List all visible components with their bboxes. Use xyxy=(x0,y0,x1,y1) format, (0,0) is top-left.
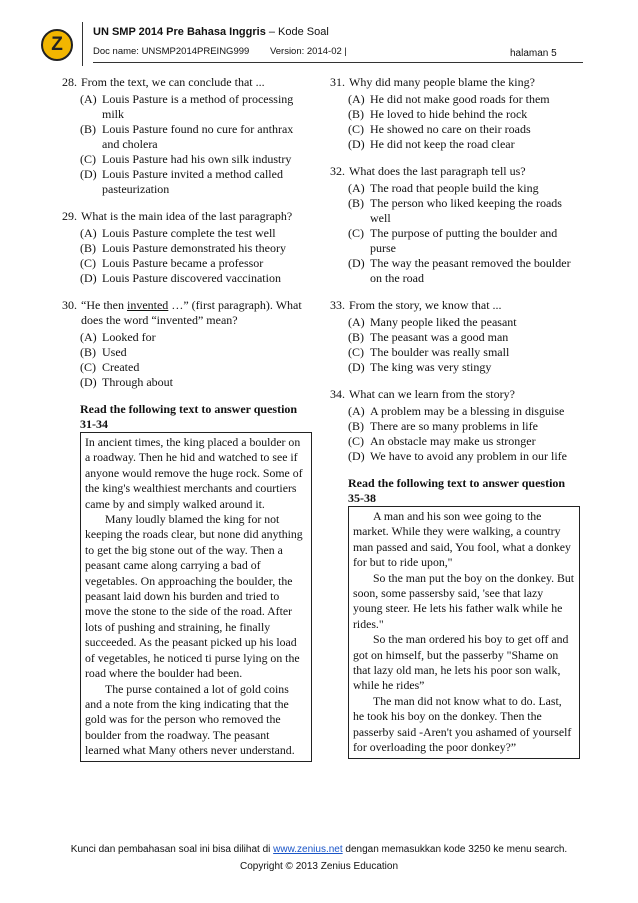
reading-heading: Read the following text to answer question 35-38 xyxy=(348,476,566,505)
option-letter: (D) xyxy=(80,375,97,389)
options xyxy=(80,92,312,197)
option xyxy=(348,419,580,434)
option xyxy=(348,360,580,375)
option xyxy=(348,122,580,137)
passage-paragraph: So the man ordered his boy to get off and got on himself, but the passerby "Shame on that lazy old man, he lets his poor son walk, while he rides” xyxy=(353,632,569,693)
option-text: The purpose of putting the boulder and purse xyxy=(370,226,558,255)
question-32 xyxy=(330,164,580,286)
doc-name: Doc name: UNSMP2014PREING999 xyxy=(93,46,250,57)
stem-part: …” (first paragraph). What does the word “invented” mean? xyxy=(81,298,302,327)
option-text: The person who liked keeping the roads well xyxy=(370,196,562,225)
reading-passage xyxy=(80,432,312,762)
passage-paragraph: Many loudly blamed the king for not keeping the roads clear, but none did anything to get the big stone out of the way. Then a peasant came along carrying a bad of vegetables. On approaching the boulder, the peasant laid down his burden and tried to move the stone to the side of the road. After lots of pushing and straining, he finally succeeded. As the peasant picked up his load of vegetables, he noticed ti purse lying on the road where the boulder had been. xyxy=(85,512,303,681)
option-text: Louis Pasture demonstrated his theory xyxy=(102,241,286,255)
zenius-link[interactable]: www.zenius.net xyxy=(273,844,343,855)
copyright: Copyright © 2013 Zenius Education xyxy=(239,861,399,872)
doc-version: Version: 2014-02 | xyxy=(269,46,347,57)
question-number: 33. xyxy=(330,298,345,312)
option-text: We have to avoid any problem in our life xyxy=(370,449,567,463)
options xyxy=(348,315,580,375)
option-text: Louis Pasture complete the test well xyxy=(102,226,276,240)
option-letter: (B) xyxy=(348,196,364,210)
option xyxy=(348,345,580,360)
document-meta xyxy=(93,46,365,57)
option-letter: (A) xyxy=(348,181,365,195)
reading-passage xyxy=(348,506,580,759)
option-text: He loved to hide behind the rock xyxy=(370,107,528,121)
question-stem: What can we learn from the story? xyxy=(349,387,515,401)
options xyxy=(80,226,312,286)
header-rule xyxy=(93,62,583,63)
option xyxy=(348,404,580,419)
options xyxy=(80,330,312,390)
options xyxy=(348,92,580,152)
option-letter: (D) xyxy=(348,360,365,374)
option xyxy=(348,434,580,449)
option-letter: (D) xyxy=(348,449,365,463)
option-letter: (C) xyxy=(348,122,364,136)
option xyxy=(80,226,312,241)
option xyxy=(348,196,580,226)
option-text: Through about xyxy=(102,375,173,389)
option-text: The road that people build the king xyxy=(370,181,539,195)
option xyxy=(80,345,312,360)
stem-part: “He then xyxy=(81,298,127,312)
option-letter: (B) xyxy=(348,419,364,433)
option-letter: (A) xyxy=(348,315,365,329)
option xyxy=(80,375,312,390)
option-text: Louis Pasture discovered vaccination xyxy=(102,271,281,285)
option-text: Louis Pasture became a professor xyxy=(102,256,264,270)
options xyxy=(348,181,580,286)
option xyxy=(80,241,312,256)
option-text: Many people liked the peasant xyxy=(370,315,517,329)
option-letter: (D) xyxy=(80,167,97,181)
title-suffix: – Kode Soal xyxy=(265,26,329,38)
option-letter: (A) xyxy=(80,330,97,344)
option-letter: (A) xyxy=(348,404,365,418)
option-letter: (B) xyxy=(80,122,96,136)
option-letter: (B) xyxy=(348,107,364,121)
option xyxy=(348,256,580,286)
option xyxy=(80,92,312,122)
passage-paragraph: In ancient times, the king placed a boulder on a roadway. Then he hid and watched to see if anyone would remove the huge rock. Some of the king's wealthiest merchants and courtiers came by and simply walked around it. xyxy=(85,435,303,511)
option-text: The way the peasant removed the boulder on the road xyxy=(370,256,571,285)
left-column xyxy=(62,75,312,762)
passage-paragraph: The man did not know what to do. Last, he took his boy on the donkey. Then the passerby said -Aren't you ashamed of yourself for overloading the poor donkey?” xyxy=(353,693,572,755)
question-stem: Why did many people blame the king? xyxy=(349,75,535,89)
question-number: 29. xyxy=(62,209,77,223)
option-letter: (A) xyxy=(80,226,97,240)
option-letter: (D) xyxy=(80,271,97,285)
footer-text: Kunci dan pembahasan soal ini bisa dilihat di xyxy=(70,844,274,855)
question-34 xyxy=(330,387,580,464)
option xyxy=(348,330,580,345)
question-30 xyxy=(62,298,312,390)
title-main: UN SMP 2014 Pre Bahasa Inggris xyxy=(93,26,266,38)
question-number: 31. xyxy=(330,75,345,89)
question-28 xyxy=(62,75,312,197)
question-stem: From the story, we know that ... xyxy=(349,298,502,312)
option xyxy=(80,256,312,271)
option-letter: (C) xyxy=(80,256,96,270)
option xyxy=(348,137,580,152)
option-text: Looked for xyxy=(102,330,156,344)
question-number: 32. xyxy=(330,164,345,178)
option-text: An obstacle may make us stronger xyxy=(370,434,536,448)
option-letter: (B) xyxy=(348,330,364,344)
option-text: Louis Pasture found no cure for anthrax and cholera xyxy=(102,122,294,151)
right-column xyxy=(330,75,580,759)
question-stem: What does the last paragraph tell us? xyxy=(349,164,526,178)
option xyxy=(80,330,312,345)
underlined-word: invented xyxy=(126,298,169,312)
document-title xyxy=(93,26,329,38)
option-letter: (B) xyxy=(80,241,96,255)
option-text: Louis Pasture invited a method called pasteurization xyxy=(102,167,283,196)
option xyxy=(348,315,580,330)
option-letter: (C) xyxy=(348,345,364,359)
option-letter: (C) xyxy=(80,360,96,374)
footer-text: dengan memasukkan kode 3250 ke menu search. xyxy=(342,844,568,855)
option-letter: (C) xyxy=(348,434,364,448)
question-31 xyxy=(330,75,580,152)
reading-heading: Read the following text to answer question 31-34 xyxy=(80,402,298,431)
options xyxy=(348,404,580,464)
option-letter: (C) xyxy=(348,226,364,240)
question-number: 34. xyxy=(330,387,345,401)
option-letter: (A) xyxy=(80,92,97,106)
option-letter: (A) xyxy=(348,92,365,106)
page-number: halaman 5 xyxy=(510,48,557,59)
option xyxy=(80,271,312,286)
option xyxy=(348,226,580,256)
passage-paragraph: The purse contained a lot of gold coins and a note from the king indicating that the gold was for the person who removed the boulder from the roadway. The peasant learned what Many others never understand. xyxy=(85,681,295,758)
passage-paragraph: A man and his son wee going to the market. While they were walking, a country man passed and said, You fool, what a donkey for but to ride upon," xyxy=(353,509,571,570)
question-stem: From the text, we can conclude that ... xyxy=(81,75,265,89)
option xyxy=(80,360,312,375)
option-text: A problem may be a blessing in disguise xyxy=(370,404,565,418)
option-text: Louis Pasture is a method of processing milk xyxy=(102,92,294,121)
question-number: 28. xyxy=(62,75,77,89)
question-stem xyxy=(81,298,312,328)
zenius-logo-icon: Z xyxy=(41,29,73,61)
option-text: There are so many problems in life xyxy=(370,419,538,433)
option xyxy=(348,449,580,464)
option-letter: (C) xyxy=(80,152,96,166)
option xyxy=(80,122,312,152)
page-header xyxy=(0,0,638,70)
header-divider xyxy=(82,22,83,66)
option-letter: (B) xyxy=(80,345,96,359)
option-text: Louis Pasture had his own silk industry xyxy=(102,152,292,166)
question-29 xyxy=(62,209,312,286)
option-text: Used xyxy=(102,345,127,359)
question-33 xyxy=(330,298,580,375)
question-number: 30. xyxy=(62,298,77,312)
option-text: He did not make good roads for them xyxy=(370,92,550,106)
option-text: The peasant was a good man xyxy=(370,330,509,344)
option-text: He did not keep the road clear xyxy=(370,137,515,151)
option xyxy=(80,167,312,197)
passage-paragraph: So the man put the boy on the donkey. But soon, some passersby said, 'see that lazy young steer. He lets his father walk while he rides." xyxy=(353,570,575,631)
option-letter: (D) xyxy=(348,256,365,270)
option xyxy=(348,107,580,122)
option-letter: (D) xyxy=(348,137,365,151)
option-text: He showed no care on their roads xyxy=(370,122,531,136)
option xyxy=(80,152,312,167)
option-text: The boulder was really small xyxy=(370,345,510,359)
option-text: The king was very stingy xyxy=(370,360,492,374)
option-text: Created xyxy=(102,360,140,374)
option xyxy=(348,181,580,196)
question-stem: What is the main idea of the last paragraph? xyxy=(81,209,293,223)
footer-note xyxy=(0,844,638,855)
option xyxy=(348,92,580,107)
